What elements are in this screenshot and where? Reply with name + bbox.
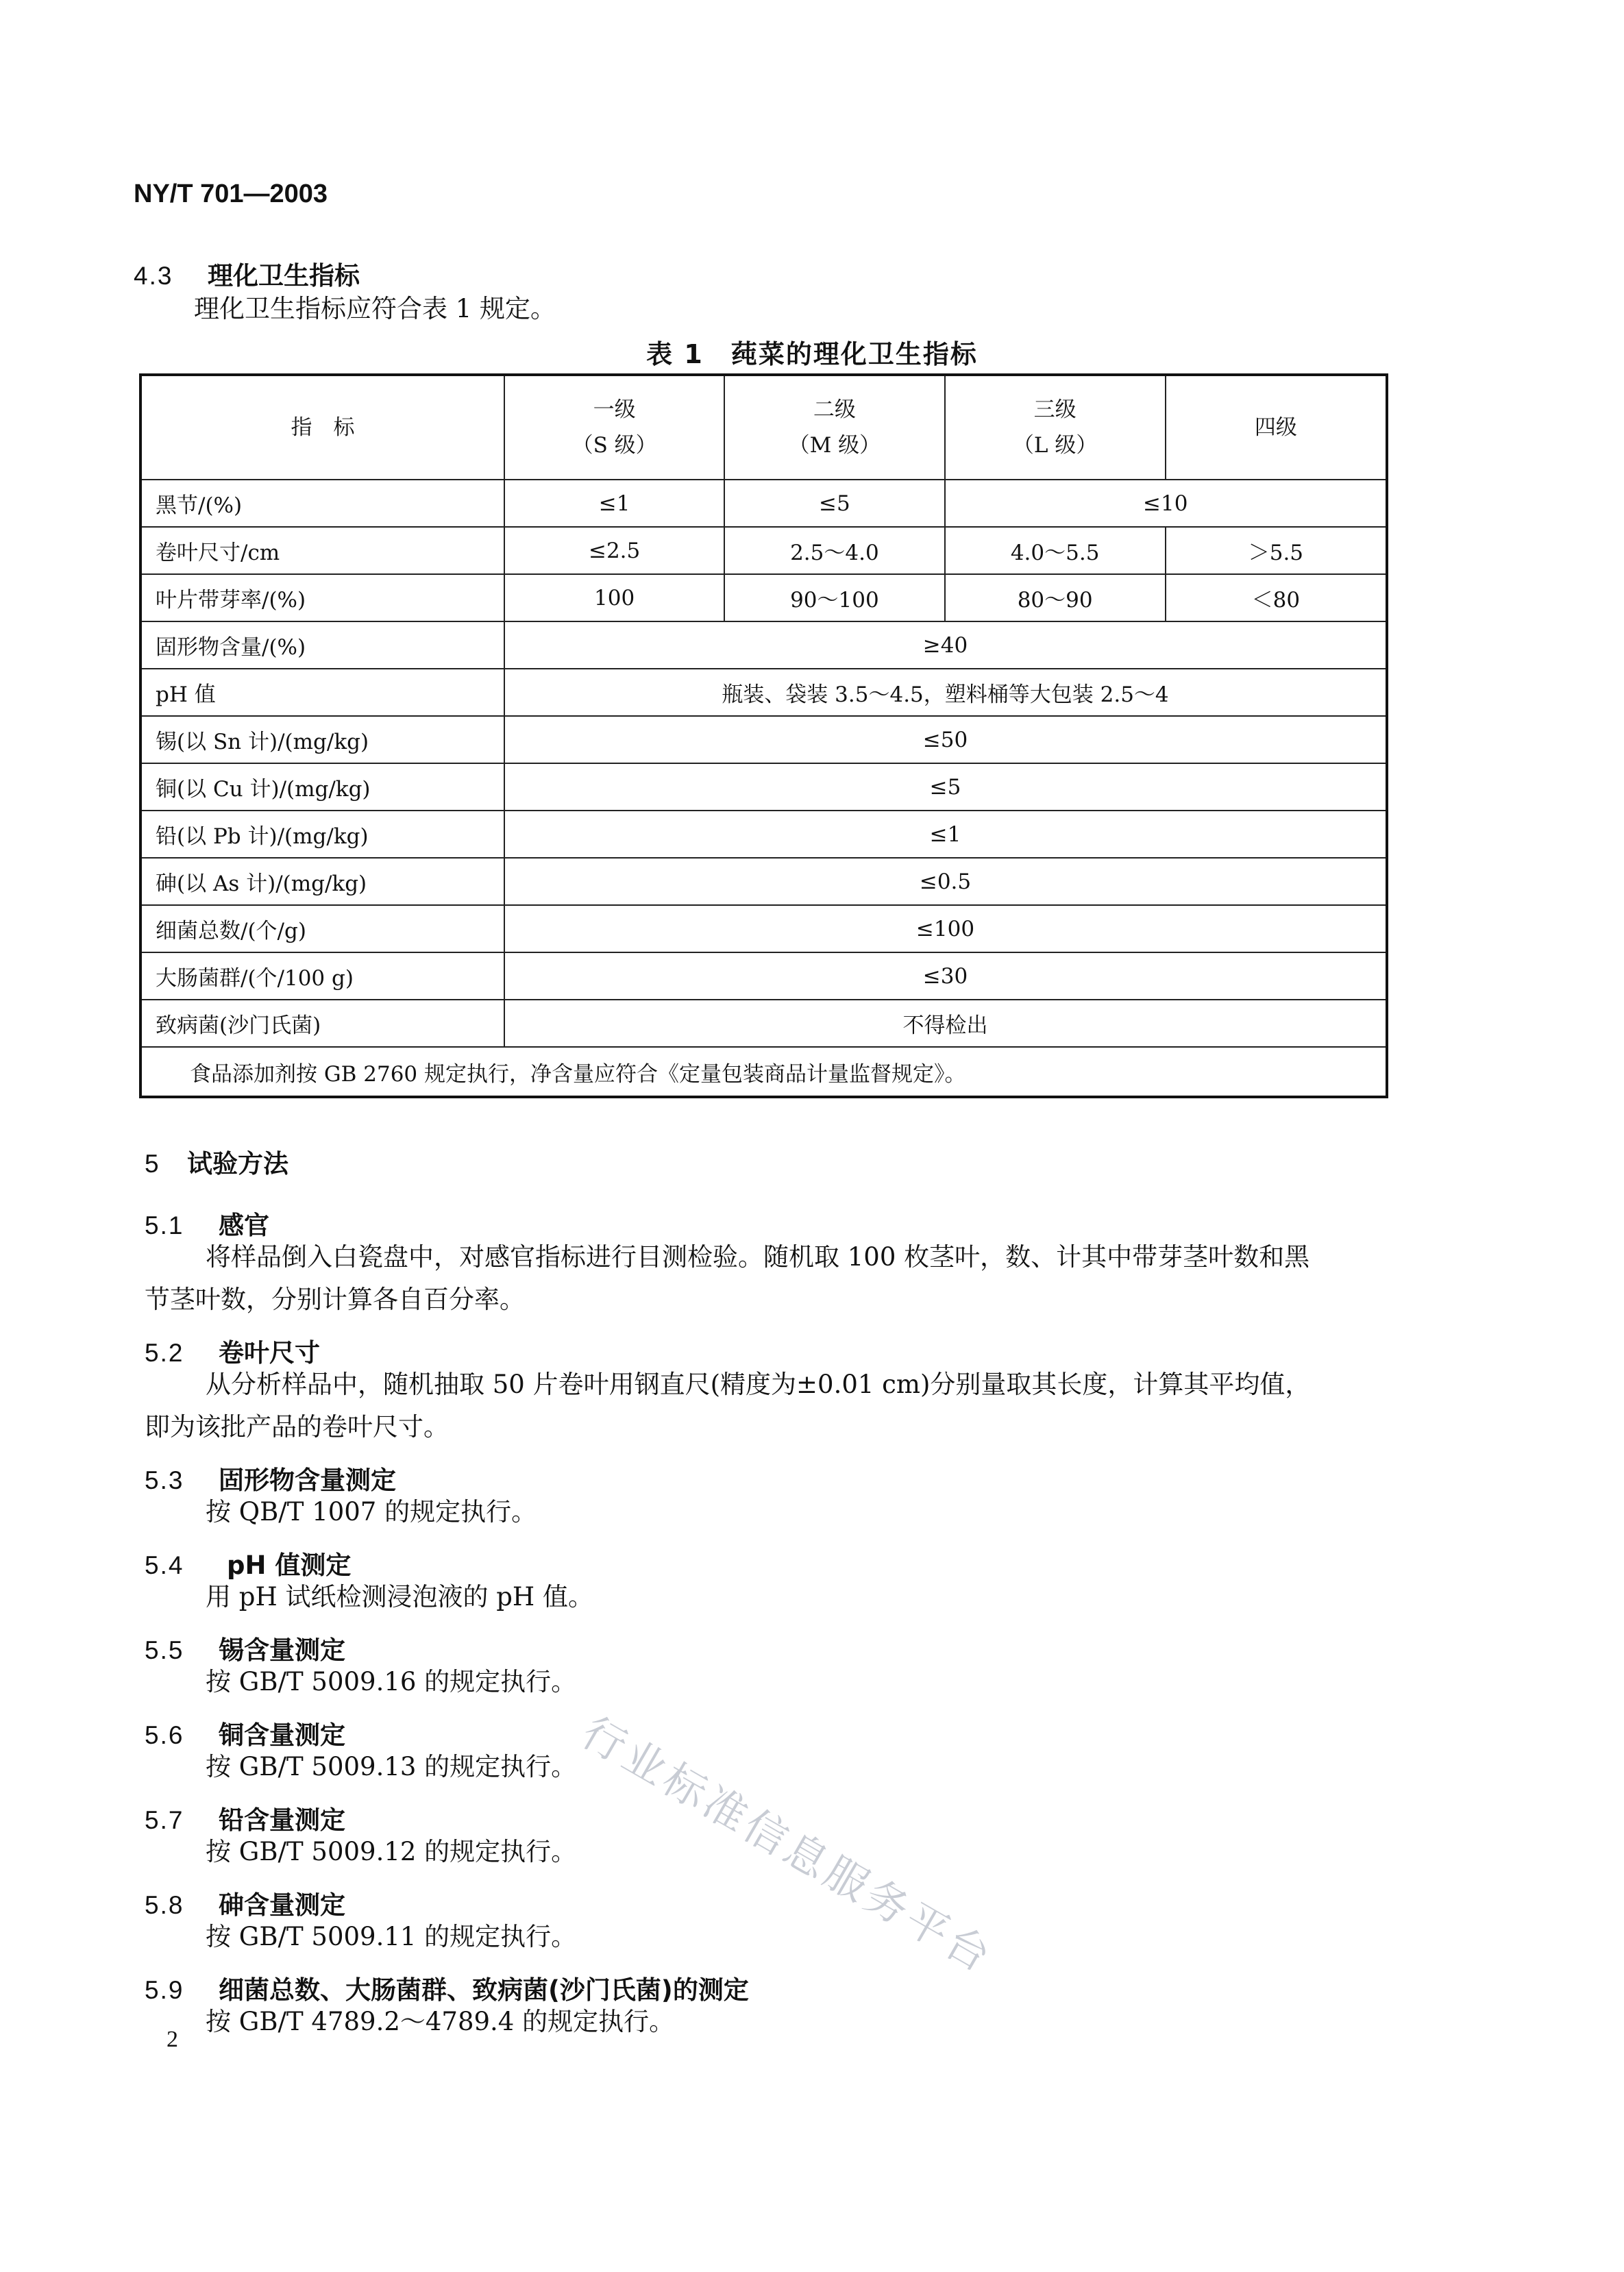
section-number: 5.4: [145, 1551, 184, 1579]
section-number: 5: [145, 1150, 160, 1178]
section-number: 4.3: [134, 262, 173, 290]
cell-value: 瓶装、袋装 3.5～4.5，塑料桶等大包装 2.5～4: [504, 669, 1387, 716]
section-5-2-line-1: 从分析样品中，随机抽取 50 片卷叶用钢直尺(精度为±0.01 cm)分别量取其长度，计算其平均值，: [206, 1370, 1311, 1399]
section-number: 5.8: [145, 1891, 184, 1919]
table-row: [140, 621, 1387, 669]
row-label: 铅(以 Pb 计)/(mg/kg): [140, 811, 504, 858]
section-4-3-text: 理化卫生指标应符合表 1 规定。: [194, 294, 556, 323]
row-label: 固形物含量/(%): [140, 621, 504, 669]
header-indicator: 指 标: [140, 375, 504, 480]
row-label: 细菌总数/(个/g): [140, 905, 504, 952]
table-header-row: [140, 375, 1387, 480]
section-title: 锡含量测定: [219, 1635, 345, 1665]
cell-value: ≤50: [504, 716, 1387, 763]
section-4-3-heading: [134, 255, 360, 292]
row-label: 锡(以 Sn 计)/(mg/kg): [140, 716, 504, 763]
cell-value: 4.0～5.5: [945, 527, 1166, 574]
row-label: 卷叶尺寸/cm: [140, 527, 504, 574]
page-number: 2: [167, 2027, 178, 2052]
table-caption: 表 1 莼菜的理化卫生指标: [646, 339, 978, 369]
section-5-5-text: 按 GB/T 5009.16 的规定执行。: [206, 1667, 577, 1696]
section-title: 理化卫生指标: [208, 261, 360, 291]
section-number: 5.3: [145, 1466, 184, 1494]
cell-value: ≤0.5: [504, 858, 1387, 905]
section-title: 固形物含量测定: [219, 1466, 396, 1495]
cell-value: ≥40: [504, 621, 1387, 669]
section-5-8-text: 按 GB/T 5009.11 的规定执行。: [206, 1922, 577, 1951]
cell-value: 不得检出: [504, 1000, 1387, 1047]
header-grade-4: 四级: [1166, 375, 1387, 480]
table-footer-row: [140, 1047, 1387, 1097]
cell-value: ≤1: [504, 811, 1387, 858]
section-title: 感官: [219, 1211, 269, 1240]
section-5-heading: [145, 1143, 288, 1180]
row-label: 铜(以 Cu 计)/(mg/kg): [140, 763, 504, 811]
watermark: 行业标准信息服务平台: [574, 1707, 1002, 1984]
section-title: 铅含量测定: [219, 1805, 345, 1835]
section-title: 铜含量测定: [219, 1720, 345, 1750]
section-number: 5.5: [145, 1636, 184, 1664]
table-row: [140, 574, 1387, 621]
header-grade-3: 三级 （L 级）: [945, 375, 1166, 480]
cell-value: ≤10: [945, 480, 1387, 527]
section-title: 细菌总数、大肠菌群、致病菌(沙门氏菌)的测定: [219, 1975, 749, 2005]
cell-value: ≤5: [724, 480, 944, 527]
section-number: 5.2: [145, 1339, 184, 1367]
section-number: 5.7: [145, 1806, 184, 1834]
cell-value: ≤1: [504, 480, 724, 527]
section-title: 砷含量测定: [219, 1890, 345, 1920]
document-code: NY/T 701—2003: [134, 180, 328, 208]
header-grade-2: 二级 （M 级）: [724, 375, 944, 480]
table-row: [140, 1000, 1387, 1047]
table-row: [140, 858, 1387, 905]
table-row: [140, 716, 1387, 763]
section-5-3-text: 按 QB/T 1007 的规定执行。: [206, 1497, 537, 1527]
cell-value: ＜80: [1166, 574, 1387, 621]
section-5-1-line-1: 将样品倒入白瓷盘中，对感官指标进行目测检验。随机取 100 枚茎叶，数、计其中带芽茎叶数和黑: [206, 1242, 1310, 1272]
cell-value: 80～90: [945, 574, 1166, 621]
section-5-1-line-2: 节茎叶数，分别计算各自百分率。: [145, 1285, 525, 1314]
table-footnote: 食品添加剂按 GB 2760 规定执行，净含量应符合《定量包装商品计量监督规定》。: [140, 1047, 1387, 1097]
row-label: 砷(以 As 计)/(mg/kg): [140, 858, 504, 905]
cell-value: ≤30: [504, 952, 1387, 1000]
section-5-7-text: 按 GB/T 5009.12 的规定执行。: [206, 1837, 577, 1866]
section-title: pH 值测定: [227, 1551, 352, 1580]
table-row: [140, 763, 1387, 811]
table-row: [140, 527, 1387, 574]
cell-value: 90～100: [724, 574, 944, 621]
table-row: [140, 905, 1387, 952]
section-5-6-text: 按 GB/T 5009.13 的规定执行。: [206, 1752, 577, 1781]
table-row: [140, 480, 1387, 527]
section-number: 5.6: [145, 1721, 184, 1749]
cell-value: ＞5.5: [1166, 527, 1387, 574]
header-grade-1: 一级 （S 级）: [504, 375, 724, 480]
section-number: 5.1: [145, 1211, 184, 1239]
row-label: 叶片带芽率/(%): [140, 574, 504, 621]
row-label: pH 值: [140, 669, 504, 716]
cell-value: 100: [504, 574, 724, 621]
table-row: [140, 669, 1387, 716]
section-title: 试验方法: [187, 1149, 288, 1178]
section-title: 卷叶尺寸: [219, 1338, 320, 1368]
section-number: 5.9: [145, 1976, 184, 2004]
table-row: [140, 811, 1387, 858]
section-5-2-line-2: 即为该批产品的卷叶尺寸。: [145, 1412, 449, 1442]
cell-value: ≤2.5: [504, 527, 724, 574]
cell-value: 2.5～4.0: [724, 527, 944, 574]
row-label: 致病菌(沙门氏菌): [140, 1000, 504, 1047]
row-label: 黑节/(%): [140, 480, 504, 527]
section-5-9-text: 按 GB/T 4789.2～4789.4 的规定执行。: [206, 2007, 675, 2036]
table-row: [140, 952, 1387, 1000]
row-label: 大肠菌群/(个/100 g): [140, 952, 504, 1000]
cell-value: ≤100: [504, 905, 1387, 952]
spec-table: [139, 373, 1388, 1098]
section-5-4-text: 用 pH 试纸检测浸泡液的 pH 值。: [206, 1582, 593, 1612]
cell-value: ≤5: [504, 763, 1387, 811]
